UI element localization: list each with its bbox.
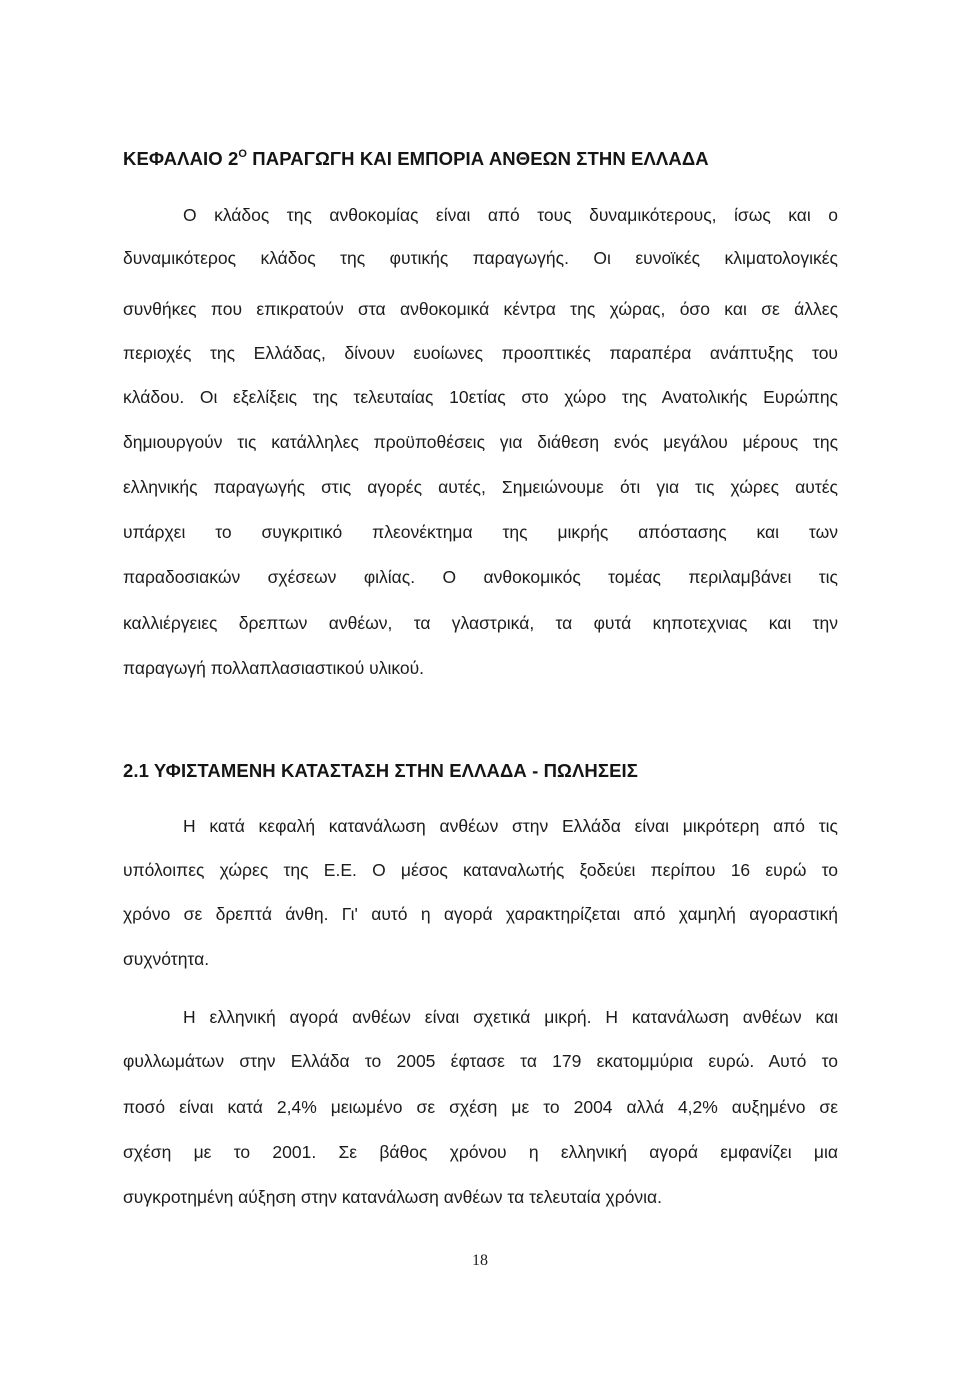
intro-paragraph-line: Ο κλάδος της ανθοκομίας είναι από τους δυναμικότερους, ίσως και ο: [183, 205, 838, 225]
section-paragraph-line: χρόνο σε δρεπτά άνθη. Γι' αυτό η αγορά χαρακτηρίζεται από χαμηλή αγοραστική: [123, 904, 838, 924]
page-number: 18: [472, 1252, 488, 1269]
section-paragraph-line: Η ελληνική αγορά ανθέων είναι σχετικά μικρή. Η κατανάλωση ανθέων και: [183, 1007, 838, 1027]
intro-paragraph-line: παραγωγή πολλαπλασιαστικού υλικού.: [123, 658, 425, 678]
intro-paragraph-line: ελληνικής παραγωγής στις αγορές αυτές, Σημειώνουμε ότι για τις χώρες αυτές: [123, 477, 838, 497]
chapter-heading: [123, 148, 709, 170]
chapter-heading-rest: ΠΑΡΑΓΩΓΗ ΚΑΙ ΕΜΠΟΡΙΑ ΑΝΘΕΩΝ ΣΤΗΝ ΕΛΛΑΔΑ: [247, 148, 709, 169]
intro-paragraph-line: υπάρχει το συγκριτικό πλεονέκτημα της μικρής απόστασης και των: [123, 522, 838, 542]
intro-paragraph-line: συνθήκες που επικρατούν στα ανθοκομικά κέντρα της χώρας, όσο και σε άλλες: [123, 299, 838, 319]
section-paragraph-line: συχνότητα.: [123, 949, 210, 969]
intro-paragraph-line: καλλιέργειες δρεπτων ανθέων, τα γλαστρικά, τα φυτά κηποτεχνιας και την: [123, 613, 838, 633]
intro-paragraph-line: δημιουργούν τις κατάλληλες προϋποθέσεις για διάθεση ενός μεγάλου μέρους της: [123, 432, 838, 452]
section-paragraph-line: Η κατά κεφαλή κατανάλωση ανθέων στην Ελλάδα είναι μικρότερη από τις: [183, 816, 838, 836]
section-paragraph-line: υπόλοιπες χώρες της Ε.Ε. Ο μέσος καταναλωτής ξοδεύει περίπου 16 ευρώ το: [123, 860, 838, 880]
chapter-heading-superscript: Ο: [238, 148, 248, 160]
intro-paragraph-line: δυναμικότερος κλάδος της φυτικής παραγωγής. Οι ευνοϊκές κλιματολογικές: [123, 248, 838, 268]
section-paragraph-line: ποσό είναι κατά 2,4% μειωμένο σε σχέση με το 2004 αλλά 4,2% αυξημένο σε: [123, 1097, 838, 1117]
intro-paragraph-line: περιοχές της Ελλάδας, δίνουν ευοίωνες προοπτικές παραπέρα ανάπτυξης του: [123, 343, 838, 363]
section-paragraph-line: συγκροτημένη αύξηση στην κατανάλωση ανθέων τα τελευταία χρόνια.: [123, 1187, 663, 1207]
section-paragraph-line: φυλλωμάτων στην Ελλάδα το 2005 έφτασε τα 179 εκατομμύρια ευρώ. Αυτό το: [123, 1051, 838, 1071]
intro-paragraph-line: κλάδου. Οι εξελίξεις της τελευταίας 10ετίας στο χώρο της Ανατολικής Ευρώπης: [123, 387, 838, 407]
section-paragraph-line: σχέση με το 2001. Σε βάθος χρόνου η ελληνική αγορά εμφανίζει μια: [123, 1142, 838, 1162]
chapter-heading-prefix: ΚΕΦΑΛΑΙΟ 2: [123, 148, 239, 169]
intro-paragraph-line: παραδοσιακών σχέσεων φιλίας. Ο ανθοκομικός τομέας περιλαμβάνει τις: [123, 567, 838, 587]
section-heading: 2.1 ΥΦΙΣΤΑΜΕΝΗ ΚΑΤΑΣΤΑΣΗ ΣΤΗΝ ΕΛΛΑΔΑ - ΠΩΛΗΣΕΙΣ: [123, 760, 638, 781]
